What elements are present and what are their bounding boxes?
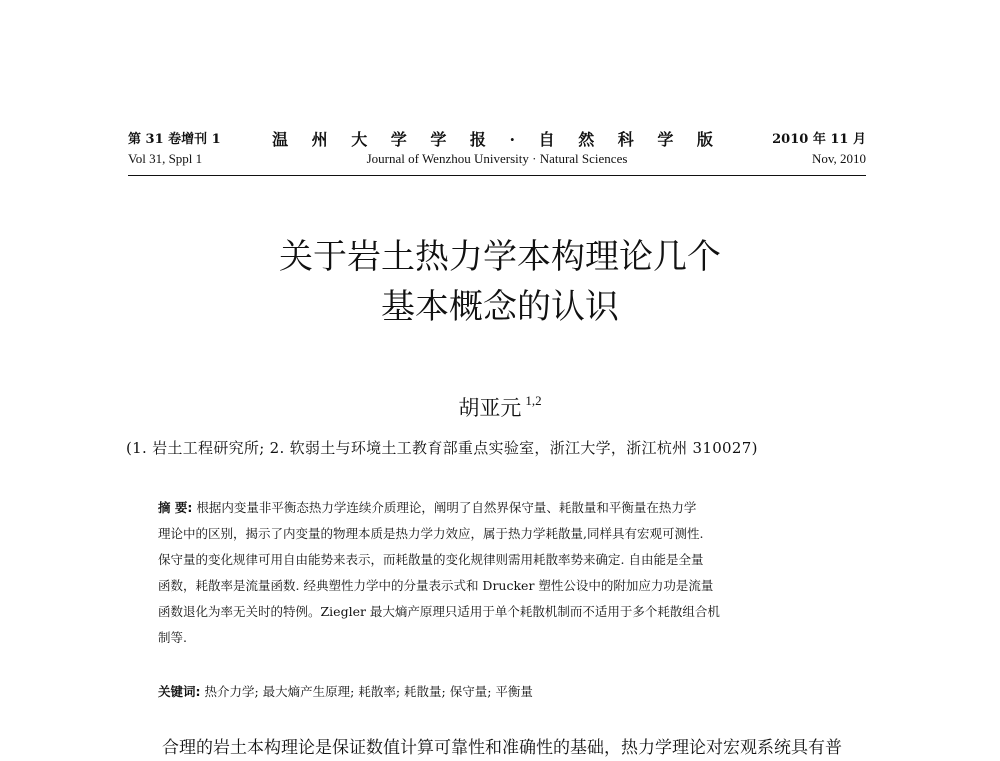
abstract-line: 保守量的变化规律可用自由能势来表示，而耗散量的变化规律则需用耗散率势来确定. 自由能是全量 — [158, 552, 704, 567]
keywords-label: 关键词: — [158, 684, 201, 699]
abstract-line — [158, 495, 848, 521]
paper-title — [0, 232, 1000, 332]
header-journal-cn: 温 州 大 学 学 报 · 自 然 科 学 版 — [272, 130, 722, 149]
author-name: 胡亚元 — [458, 396, 522, 420]
abstract-line: 理论中的区别，揭示了内变量的物理本质是热力学力效应，属于热力学耗散量,同样具有宏观可测性. — [158, 526, 704, 541]
keywords — [158, 679, 848, 705]
header-date-block — [772, 130, 866, 168]
abstract — [158, 495, 848, 651]
abstract-text: 根据内变量非平衡态热力学连续介质理论，阐明了自然界保守量、耗散量和平衡量在热力学 — [196, 500, 697, 515]
title-line-2: 基本概念的认识 — [381, 287, 619, 327]
header-volume-cn: 第 31 卷增刊 1 — [128, 132, 221, 147]
header-journal-en: Journal of Wenzhou University · Natural Sciences — [366, 151, 628, 166]
author-line — [0, 386, 1000, 423]
abstract-line: 制等. — [158, 630, 187, 645]
header-date-cn: 2010 年 11 月 — [772, 132, 866, 147]
body-paragraph: 合理的岩土本构理论是保证数值计算可靠性和准确性的基础，热力学理论对宏观系统具有普 — [162, 738, 842, 758]
keywords-text: 热介力学; 最大熵产生原理; 耗散率; 耗散量; 保守量; 平衡量 — [204, 684, 533, 699]
running-header — [128, 130, 866, 176]
abstract-line: 函数退化为率无关时的特例。Ziegler 最大熵产原理只适用于单个耗散机制而不适用于多个耗散组合机 — [158, 604, 720, 619]
abstract-line: 函数，耗散率是流量函数. 经典塑性力学中的分量表示式和 Drucker 塑性公设中的附加应力功是流量 — [158, 578, 714, 593]
abstract-label: 摘 要: — [158, 500, 193, 515]
title-line-1: 关于岩土热力学本构理论几个 — [279, 237, 721, 277]
header-date-en: Nov, 2010 — [811, 151, 866, 166]
affiliation: (1. 岩土工程研究所; 2. 软弱土与环境土工教育部重点实验室，浙江大学，浙江杭州 310027) — [126, 439, 758, 457]
header-journal-block — [128, 130, 866, 168]
author-affil-marks: 1,2 — [525, 393, 542, 408]
header-rule — [128, 175, 866, 176]
header-volume-en: Vol 31, Sppl 1 — [128, 151, 203, 166]
